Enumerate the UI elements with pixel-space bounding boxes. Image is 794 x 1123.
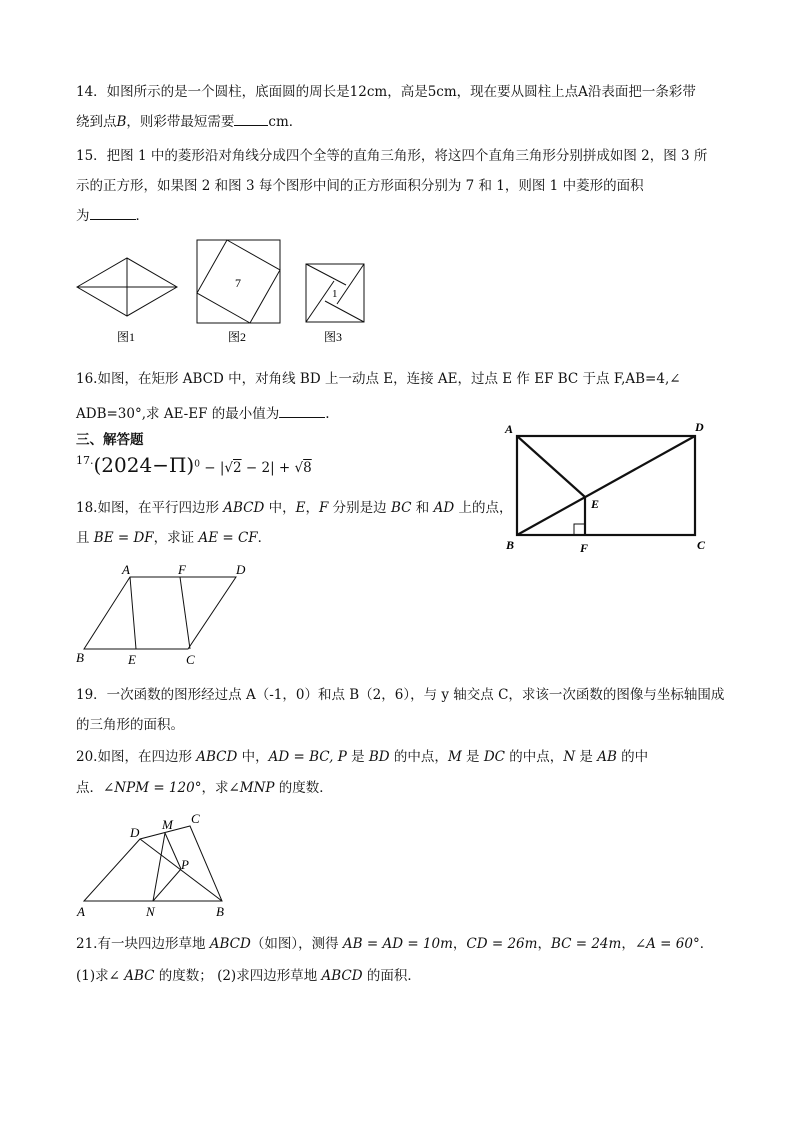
q16-label-f: F [580, 541, 589, 555]
q18-label-c: C [186, 652, 195, 667]
q20-angle: ∠NPM = 120° [103, 780, 202, 796]
q18-f: F [319, 500, 329, 516]
q20-t5: 是 [461, 749, 484, 765]
q20-label-c: C [191, 811, 200, 826]
q21-abc: ABC [124, 968, 155, 984]
q20-line1 [76, 748, 648, 766]
q21-c1: ， [452, 936, 467, 952]
q18-be-df: BE = DF [93, 530, 154, 546]
sqrt-icon: √ [294, 460, 304, 476]
q21-m3: BC = 24m [550, 936, 622, 952]
q21-t1: 21.有一块四边形草地 [76, 936, 210, 952]
q21-t5: 的面积． [362, 968, 421, 984]
q20-t3: 是 [346, 749, 369, 765]
q21-abcd: ABCD [209, 936, 251, 952]
q18-t3: 分别是边 [328, 500, 391, 516]
parallelogram-figure [84, 577, 236, 649]
q20-cond: AD = BC, P [268, 749, 347, 765]
fig3-caption: 图3 [324, 330, 343, 344]
q20-bd: BD [368, 749, 390, 765]
q20-label-p: P [181, 857, 189, 872]
q17-part3: − 2| + [241, 460, 295, 476]
q15-line2: 示的正方形，如果图 2 和图 3 每个图形中间的正方形面积分别为 7 和 1，则图 1 中菱形的面积 [76, 178, 644, 194]
q14-line1: 14．如图所示的是一个圆柱，底面圆的周长是12cm，高是5cm，现在要从圆柱上点A沿表面把一条彩带 [76, 84, 696, 100]
q18-label-f: F [178, 562, 186, 577]
q15-text-a: 为 [76, 208, 90, 224]
sqrt-icon: √ [224, 460, 233, 476]
q21-line1 [76, 935, 713, 953]
q18-line1 [76, 499, 512, 517]
q18-t4: 上的点， [454, 500, 513, 516]
q20-n: N [563, 749, 576, 765]
right-angle-mark [574, 524, 585, 535]
q20-t11: 的度数． [274, 780, 333, 796]
fig2-area-label: 7 [235, 276, 241, 290]
q19-line2: 的三角形的面积。 [76, 717, 184, 733]
q21-abcd2: ABCD [321, 968, 363, 984]
q21-m2: CD = 26m [466, 936, 538, 952]
q20-abcd: ABCD [196, 749, 238, 765]
q15-text-b: ． [135, 208, 149, 224]
q18-label-a: A [122, 562, 130, 577]
rhombus-figure [77, 258, 177, 316]
q16-text-b: . [325, 406, 330, 422]
q20-t2: 中， [237, 749, 269, 765]
q20-m: M [447, 749, 462, 765]
q17-part2: − | [199, 460, 225, 476]
q20-label-m: M [162, 817, 173, 832]
q20-label-n: N [146, 904, 155, 919]
q21-line2 [76, 967, 421, 985]
q18-abcd: ABCD [223, 500, 265, 516]
q18-e: E [295, 500, 306, 516]
fig3-area-label: 1 [332, 288, 338, 300]
q21-t3: (1)求∠ [76, 968, 125, 984]
q18-label-e: E [128, 652, 136, 667]
q21-m4: ∠A = 60° [634, 936, 700, 952]
section-heading: 三、解答题 [76, 432, 144, 448]
q16-line2 [76, 405, 330, 423]
q16-label-d: D [695, 420, 704, 434]
q18-bc: BC [390, 500, 412, 516]
q21-t4: 的度数； (2)求四边形草地 [154, 968, 322, 984]
q19-line1: 19．一次函数的图形经过点 A（-1，0）和点 B（2，6），与 y 轴交点 C，求该一次函数的图像与坐标轴围成 [76, 687, 725, 703]
q14-text-b: ，则彩带最短需要 [126, 114, 235, 130]
q18-label-d: D [236, 562, 246, 577]
q18-line2 [76, 529, 271, 547]
q20-line2 [76, 779, 333, 797]
quadrilateral-figure [84, 826, 222, 901]
q18-ad: AD [433, 500, 455, 516]
q16-answer-blank[interactable] [279, 405, 325, 418]
q18-t5: 且 [76, 530, 94, 546]
rectangle-figure [517, 436, 695, 535]
q20-t10: ，求 [201, 780, 229, 796]
q18-and: 和 [411, 500, 434, 516]
q21-c2: ， [537, 936, 551, 952]
q18-ae-cf: AE = CF [198, 530, 258, 546]
q21-m1: AB = AD = 10m [342, 936, 453, 952]
q18-t1: 18.如图，在平行四边形 [76, 500, 224, 516]
q20-dc: DC [483, 749, 506, 765]
q15-line1: 15．把图 1 中的菱形沿对角线分成四个全等的直角三角形，将这四个直角三角形分别拼成如图 2，图 3 所 [76, 148, 708, 164]
q16-label-e: E [591, 497, 600, 511]
q14-unit: cm． [268, 114, 303, 130]
q21-t2: （如图），测得 [250, 936, 343, 952]
q18-t2: 中， [264, 500, 296, 516]
q17-root2: 2 [233, 460, 242, 476]
q20-t8: 的中 [616, 749, 649, 765]
q16-label-b: B [506, 538, 515, 552]
q20-t7: 是 [575, 749, 598, 765]
q20-label-b: B [216, 904, 224, 919]
q20-label-d: D [130, 825, 140, 840]
q21-c4: ． [699, 936, 714, 952]
q18-t6: ，求证 [153, 530, 199, 546]
q20-t9: 点． [76, 780, 103, 796]
q20-ask: ∠MNP [228, 780, 275, 796]
q14-text-a: 绕到点 [76, 114, 117, 130]
fig2-caption: 图2 [228, 330, 247, 344]
q20-t4: 的中点， [389, 749, 448, 765]
q16-label-c: C [697, 538, 706, 552]
q20-label-a: A [77, 904, 85, 919]
q21-c3: ， [621, 936, 635, 952]
q16-line1: 16.如图，在矩形 ABCD 中，对角线 BD 上一动点 E，连接 AE，过点 E 作 EF BC 于点 F,AB=4,∠ [76, 371, 681, 387]
q20-ab: AB [597, 749, 617, 765]
fig1-caption: 图1 [117, 330, 136, 344]
q18-comma: ， [305, 500, 319, 516]
q20-t6: 的中点， [505, 749, 564, 765]
q18-label-b: B [76, 650, 84, 665]
q17-exponent: 0 [194, 459, 200, 470]
q17-number: 17. [76, 454, 94, 467]
q17-part1: (2024−Π) [93, 453, 195, 477]
q17-root8: 8 [303, 460, 312, 476]
q17-expression [76, 452, 312, 480]
q14-point-b: B [116, 114, 127, 130]
q16-text-a: ADB=30°,求 AE-EF 的最小值为 [76, 406, 280, 422]
q16-label-a: A [505, 422, 514, 436]
q20-t1: 20.如图，在四边形 [76, 749, 197, 765]
q18-t7: ． [257, 530, 272, 546]
